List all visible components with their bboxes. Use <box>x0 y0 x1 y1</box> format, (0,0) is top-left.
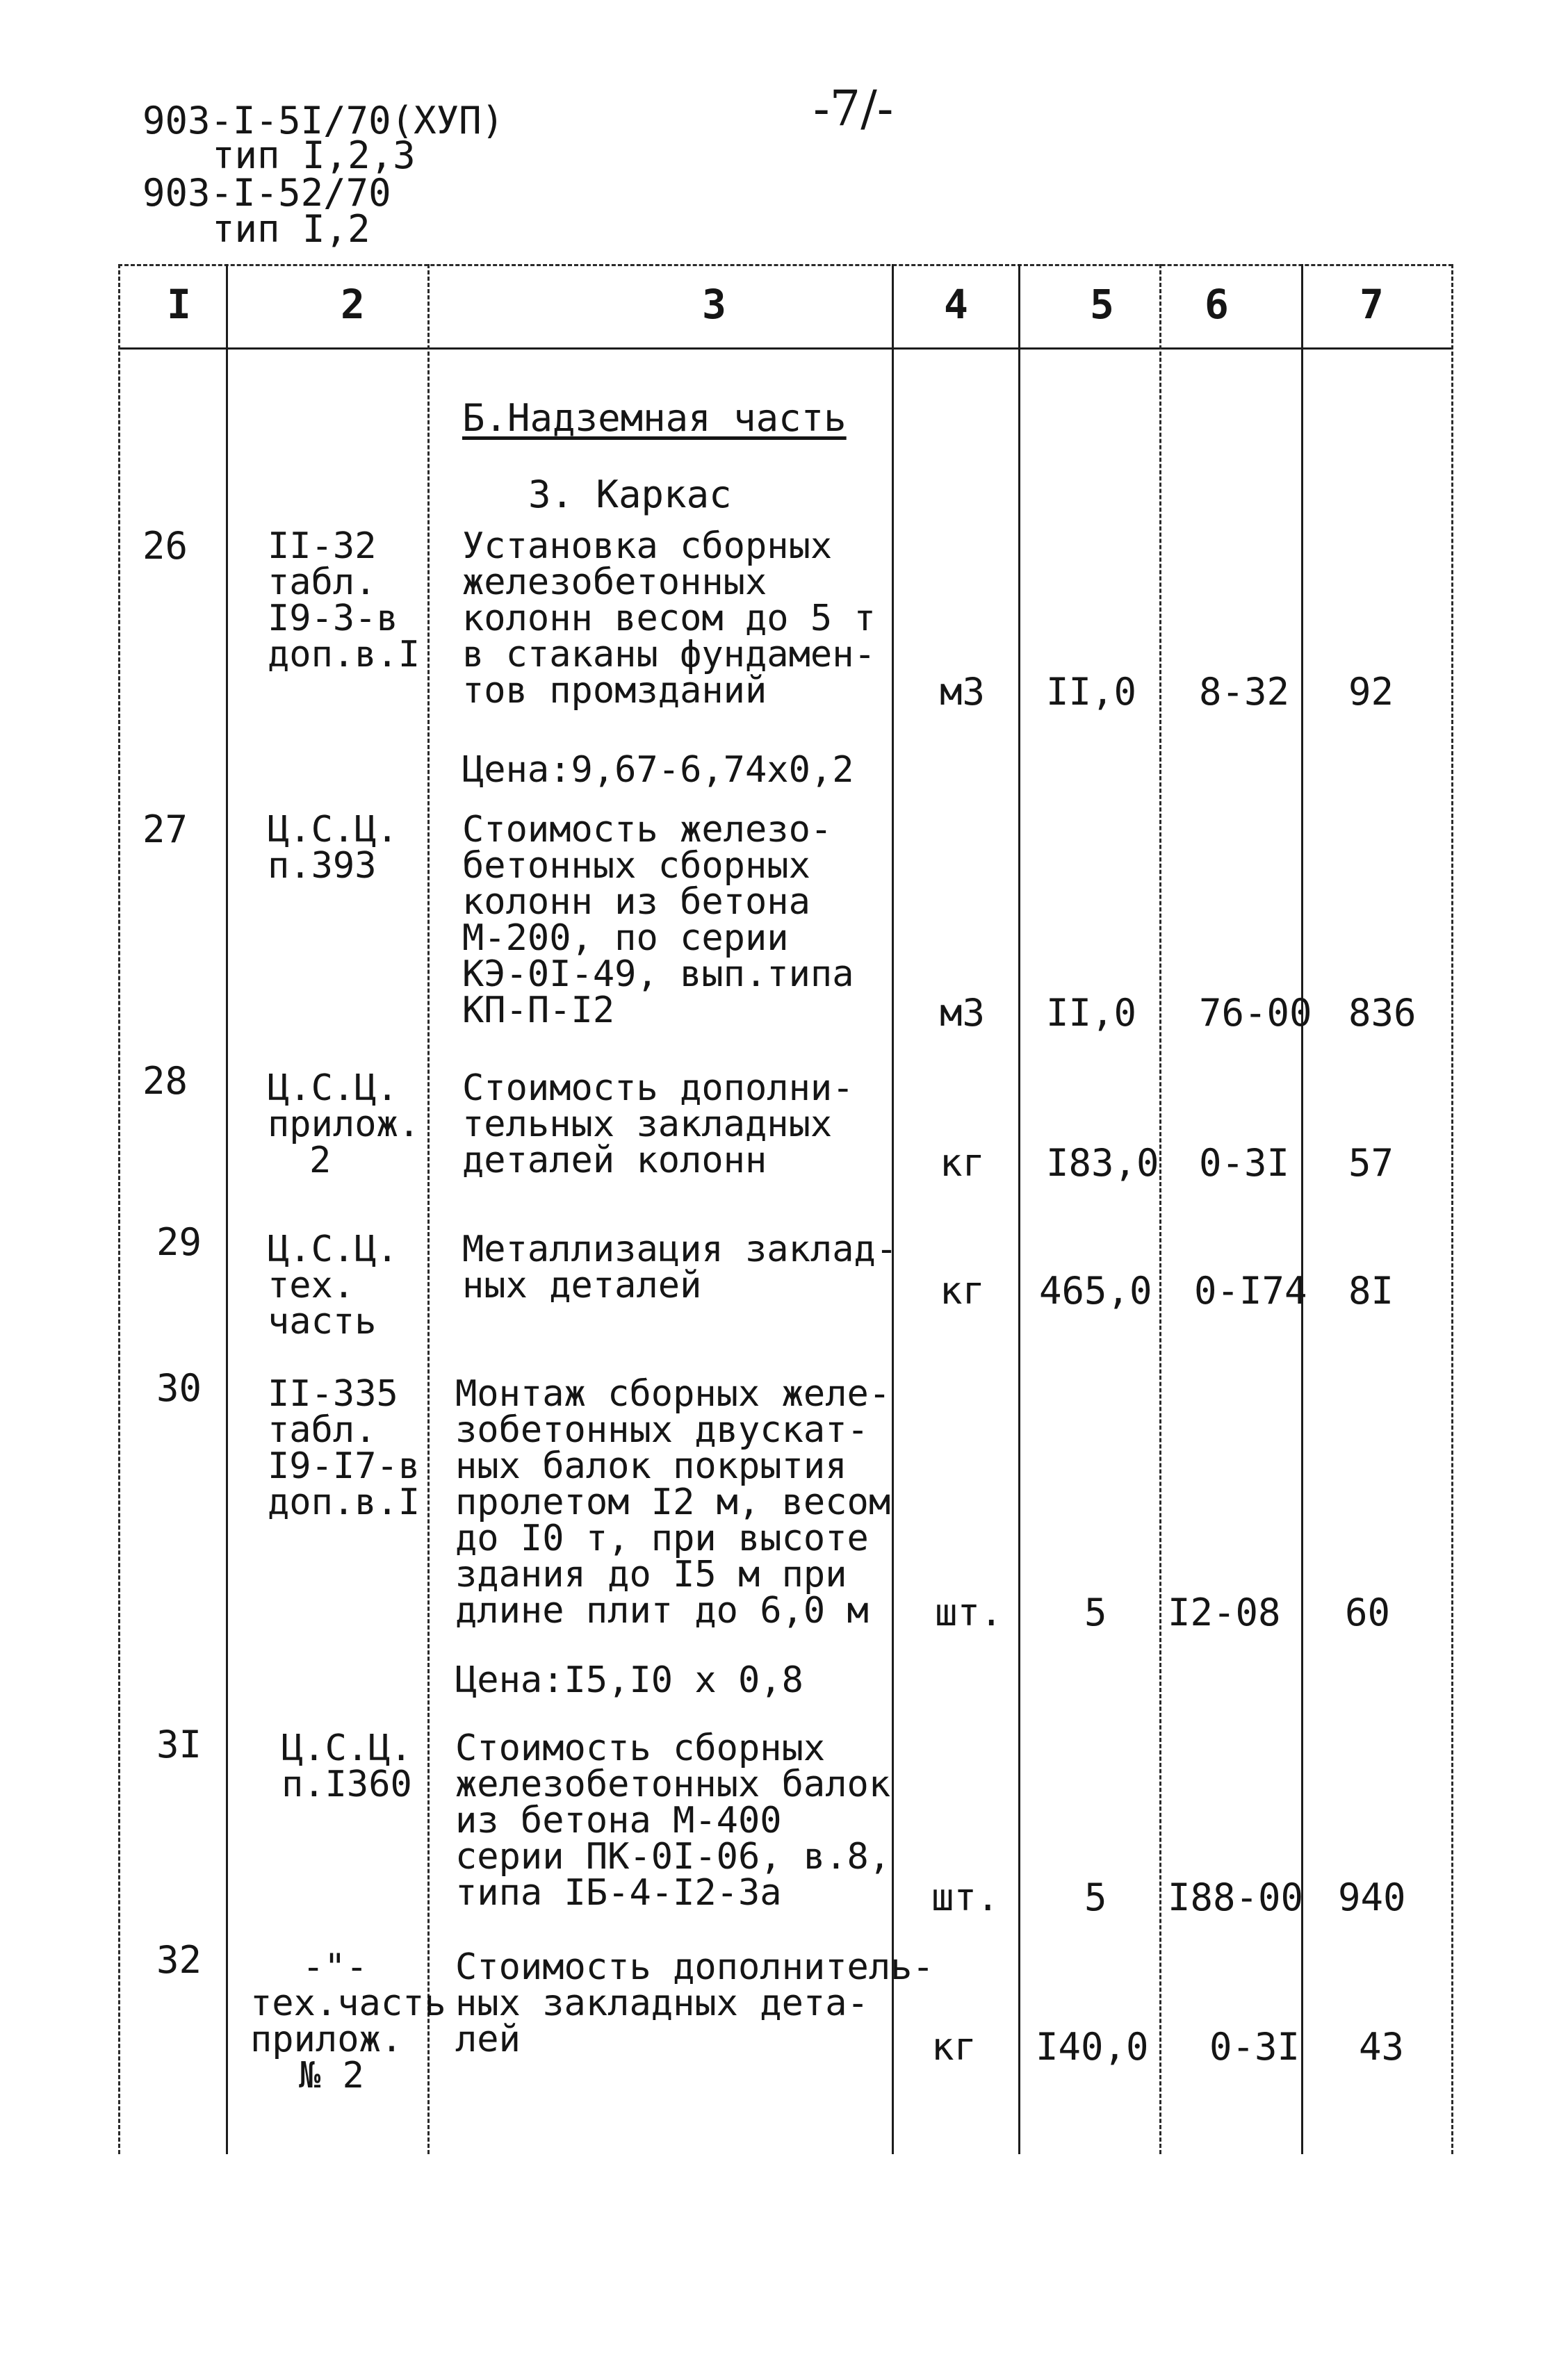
table-top-border <box>118 264 1453 266</box>
row-quantity: II,0 <box>1046 670 1137 714</box>
column-divider-right <box>1451 264 1453 2154</box>
row-quantity: I40,0 <box>1036 2025 1149 2069</box>
row-unit-price: 76-00 <box>1199 991 1312 1035</box>
row-number: 3I <box>156 1723 202 1766</box>
row-unit-price: 0-I74 <box>1194 1269 1307 1313</box>
row-unit-price: 0-3I <box>1199 1141 1290 1185</box>
column-divider-left <box>118 264 120 2154</box>
row-unit-price: 0-3I <box>1209 2025 1300 2069</box>
column-divider-6 <box>1301 264 1303 2154</box>
row-total: 92 <box>1348 670 1394 714</box>
row-quantity: 5 <box>1084 1591 1107 1634</box>
row-total: 57 <box>1348 1141 1394 1185</box>
row-number: 30 <box>156 1366 202 1410</box>
row-number: 28 <box>142 1059 188 1103</box>
row-unit: кг <box>940 1269 986 1313</box>
column-number-5: 5 <box>1090 281 1114 328</box>
row-description: Стоимость дополнитель- ных закладных дета- лей <box>455 1946 934 2060</box>
column-number-2: 2 <box>341 281 365 328</box>
row-unit: м3 <box>940 991 986 1035</box>
row-description: Монтаж сборных желе- зобетонных двускат- ных балок покрытия пролетом I2 м, весом до I0 т, при высоте здания до I5 м при длине плит до 6,0 м <box>455 1373 891 1632</box>
row-unit-price: I2-08 <box>1168 1591 1281 1634</box>
subsection-title: 3. Каркас <box>528 473 732 516</box>
row-total: 940 <box>1338 1876 1406 1919</box>
column-number-3: 3 <box>702 281 726 328</box>
row-reference: Ц.С.Ц. п.I360 <box>281 1727 412 1805</box>
row-total: 836 <box>1348 991 1417 1035</box>
column-number-6: 6 <box>1205 281 1229 328</box>
row-total: 43 <box>1359 2025 1405 2069</box>
row-unit: кг <box>940 1141 986 1185</box>
row-reference: Ц.С.Ц. прилож. 2 <box>268 1067 421 1181</box>
row-description: Стоимость сборных железобетонных балок из бетона М-400 серии ПК-0I-06, в.8, типа IБ-4-I2-3а <box>455 1727 891 1914</box>
column-divider-1 <box>226 264 228 2154</box>
row-reference: Ц.С.Ц. тех. часть <box>268 1229 398 1343</box>
row-number: 29 <box>156 1220 202 1264</box>
document-code-1: 903-I-5I/70(ХУП) <box>142 99 505 142</box>
row-quantity: I83,0 <box>1046 1141 1159 1185</box>
row-reference: II-32 табл. I9-3-в доп.в.I <box>268 525 421 675</box>
price-note: Цена:I5,I0 х 0,8 <box>455 1659 803 1701</box>
row-number: 27 <box>142 807 188 851</box>
document-type-1: тип I,2,3 <box>212 133 416 177</box>
column-divider-5 <box>1159 264 1161 2154</box>
document-code-2: 903-I-52/70 <box>142 171 391 215</box>
row-unit: кг <box>931 2025 977 2069</box>
row-number: 32 <box>156 1938 202 1982</box>
column-number-7: 7 <box>1360 281 1384 328</box>
row-unit: шт. <box>935 1591 1003 1634</box>
row-description: Стоимость дополни- тельных закладных деталей колонн <box>462 1067 854 1181</box>
row-reference: Ц.С.Ц. п.393 <box>268 809 398 887</box>
row-unit-price: 8-32 <box>1199 670 1290 714</box>
page-number: -7/- <box>813 80 894 137</box>
row-quantity: II,0 <box>1046 991 1137 1035</box>
section-title: Б.Надземная часть <box>462 396 847 440</box>
row-unit-price: I88-00 <box>1168 1876 1304 1919</box>
row-quantity: 5 <box>1084 1876 1107 1919</box>
header-bottom-rule <box>118 347 1453 350</box>
row-reference: -"- тех.часть прилож. № 2 <box>250 1946 446 2096</box>
row-reference: II-335 табл. I9-I7-в доп.в.I <box>268 1373 421 1523</box>
column-divider-2 <box>427 264 430 2154</box>
row-total: 8I <box>1348 1269 1394 1313</box>
row-unit: м3 <box>940 670 986 714</box>
row-description: Стоимость железо- бетонных сборных колонн из бетона М-200, по серии КЭ-0I-49, вып.типа КП-П-I2 <box>462 809 854 1031</box>
row-number: 26 <box>142 524 188 568</box>
row-description: Металлизация заклад- ных деталей <box>462 1229 898 1306</box>
column-divider-4 <box>1018 264 1020 2154</box>
document-type-2: тип I,2 <box>212 207 370 251</box>
row-unit: шт. <box>931 1876 999 1919</box>
column-number-1: I <box>167 281 191 328</box>
price-note: Цена:9,67-6,74х0,2 <box>462 749 854 791</box>
column-number-4: 4 <box>944 281 968 328</box>
row-quantity: 465,0 <box>1039 1269 1152 1313</box>
column-divider-3 <box>892 264 894 2154</box>
row-description: Установка сборных железобетонных колонн весом до 5 т в стаканы фундамен- тов промзданий <box>462 525 876 712</box>
row-total: 60 <box>1345 1591 1391 1634</box>
